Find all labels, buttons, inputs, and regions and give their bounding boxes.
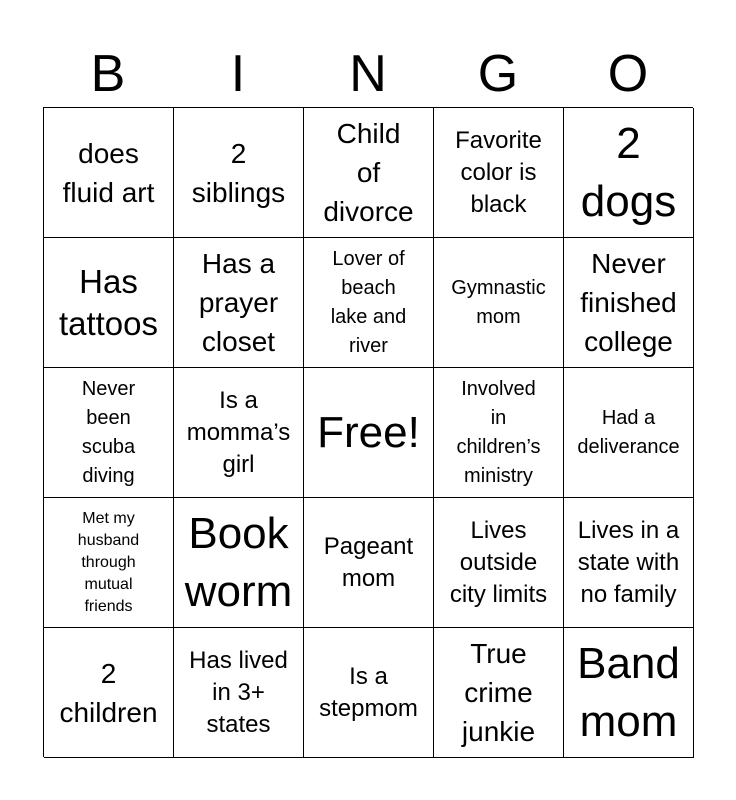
cell-text: Lives outside city limits [449, 516, 548, 608]
bingo-grid [43, 107, 693, 757]
bingo-cell[interactable] [434, 498, 564, 628]
bingo-cell[interactable] [174, 238, 304, 368]
cell-text: Has tattoos [58, 262, 159, 342]
cell-text: Never been scuba diving [81, 377, 136, 487]
cell-text: Favorite color is black [455, 126, 542, 218]
cell-text: Pageant mom [323, 532, 414, 592]
bingo-cell[interactable] [174, 498, 304, 628]
cell-text: Gymnastic mom [451, 276, 546, 328]
free-space-text: Free! [317, 407, 420, 457]
cell-text: 2 dogs [580, 118, 677, 226]
bingo-cell[interactable] [434, 368, 564, 498]
bingo-cell[interactable] [174, 368, 304, 498]
bingo-cell[interactable] [434, 108, 564, 238]
cell-text: Never finished college [580, 248, 677, 357]
header-letter-o: O [607, 45, 649, 103]
cell-text: Lives in a state with no family [577, 516, 680, 608]
cell-text: does fluid art [62, 137, 155, 208]
cell-text: 2 children [59, 657, 158, 728]
cell-text: Lover of beach lake and river [330, 247, 407, 357]
bingo-cell[interactable] [434, 628, 564, 758]
bingo-cell-free[interactable] [304, 368, 434, 498]
header-letter-n: N [349, 45, 387, 103]
cell-text: Had a deliverance [577, 406, 680, 458]
bingo-cell[interactable] [564, 628, 694, 758]
bingo-cell[interactable] [44, 108, 174, 238]
cell-text: Book worm [184, 508, 293, 616]
bingo-cell[interactable] [564, 108, 694, 238]
cell-text: Involved in children’s ministry [456, 377, 541, 487]
bingo-cell[interactable] [564, 238, 694, 368]
cell-text: Child of divorce [323, 118, 414, 227]
cell-text: Band mom [577, 638, 680, 746]
bingo-cell[interactable] [44, 238, 174, 368]
cell-text: Met my husband through mutual friends [77, 509, 140, 615]
cell-text: True crime junkie [461, 638, 536, 747]
bingo-cell[interactable] [174, 628, 304, 758]
bingo-cell[interactable] [304, 498, 434, 628]
bingo-cell[interactable] [304, 628, 434, 758]
bingo-cell[interactable] [44, 628, 174, 758]
header-letter-b: B [90, 45, 126, 103]
cell-text: Has lived in 3+ states [189, 646, 288, 738]
cell-text: 2 siblings [191, 137, 286, 208]
cell-text: Is a momma’s girl [186, 386, 291, 478]
bingo-cell[interactable] [434, 238, 564, 368]
bingo-cell[interactable] [304, 108, 434, 238]
bingo-cell[interactable] [174, 108, 304, 238]
header-letter-i: I [230, 45, 246, 103]
bingo-cell[interactable] [44, 368, 174, 498]
bingo-cell[interactable] [44, 498, 174, 628]
cell-text: Is a stepmom [319, 662, 418, 722]
cell-text: Has a prayer closet [198, 248, 279, 357]
bingo-header [43, 40, 693, 108]
bingo-cell[interactable] [304, 238, 434, 368]
bingo-cell[interactable] [564, 368, 694, 498]
header-letter-g: G [477, 45, 519, 103]
bingo-cell[interactable] [564, 498, 694, 628]
